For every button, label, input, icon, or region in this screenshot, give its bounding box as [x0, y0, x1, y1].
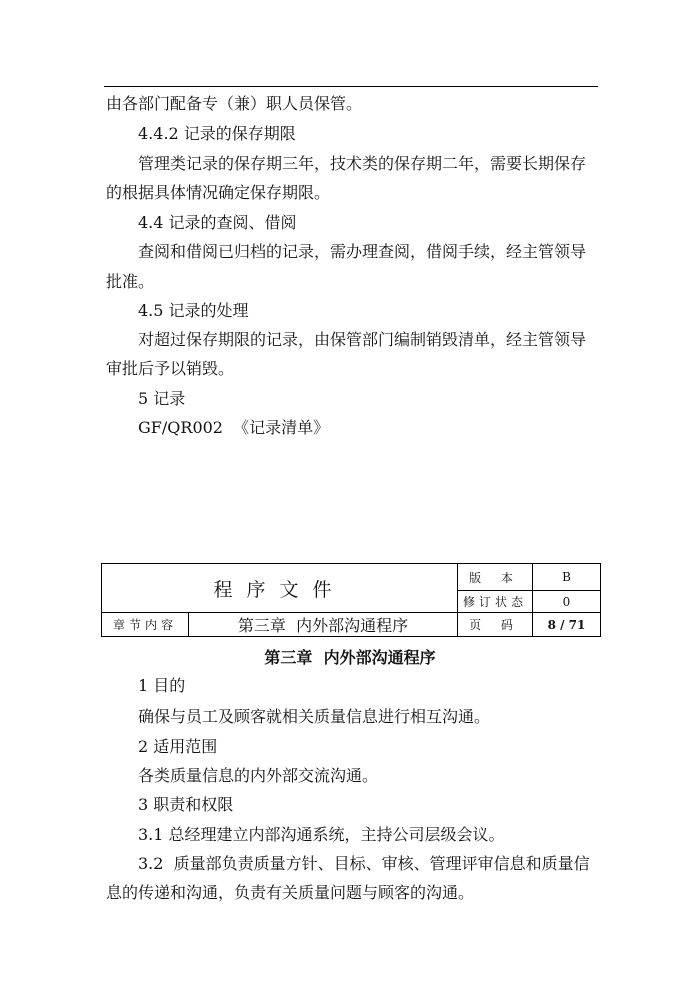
page-number: 8 / 71 [533, 613, 601, 637]
page-label: 页 码 [458, 613, 533, 637]
paragraph-line: 审批后予以销毁。 [106, 359, 235, 378]
record-reference: GF/QR002 《记录清单》 [138, 418, 330, 437]
paragraph-line: 的根据具体情况确定保存期限。 [106, 183, 331, 202]
paragraph-line: 3.2 质量部负责质量方针、目标、审核、管理评审信息和质量信 [138, 854, 590, 873]
section-heading: 5 记录 [138, 389, 186, 408]
section-value: 第三章 内外部沟通程序 [189, 613, 458, 637]
section-heading: 1 目的 [138, 676, 186, 695]
version-label: 版 本 [458, 564, 533, 591]
section-heading: 4.4 记录的查阅、借阅 [138, 213, 297, 232]
version-value: B [533, 564, 601, 591]
document-header-table [101, 563, 601, 637]
paragraph-line: 管理类记录的保存期三年，技术类的保存期二年，需要长期保存 [138, 154, 587, 173]
revision-value: 0 [533, 591, 601, 613]
paragraph-line: 确保与员工及顾客就相关质量信息进行相互沟通。 [138, 707, 491, 726]
paragraph-line: 由各部门配备专（兼）职人员保管。 [106, 94, 363, 113]
section-heading: 4.4.2 记录的保存期限 [138, 124, 296, 143]
doc-type-cell: 程序文件 [102, 564, 458, 613]
paragraph-line: 3.1 总经理建立内部沟通系统，主持公司层级会议。 [138, 825, 505, 844]
section-label: 章节内容 [102, 613, 189, 637]
chapter-title: 第三章 内外部沟通程序 [264, 648, 436, 667]
top-rule [104, 86, 598, 87]
section-heading: 3 职责和权限 [138, 795, 234, 814]
paragraph-line: 对超过保存期限的记录，由保管部门编制销毁清单，经主管领导 [138, 330, 587, 349]
paragraph-line: 查阅和借阅已归档的记录，需办理查阅，借阅手续，经主管领导 [138, 242, 587, 261]
paragraph-line: 息的传递和沟通，负责有关质量问题与顾客的沟通。 [106, 883, 475, 902]
paragraph-line: 各类质量信息的内外部交流沟通。 [138, 766, 379, 785]
section-heading: 4.5 记录的处理 [138, 301, 249, 320]
revision-label: 修订状态 [458, 591, 533, 613]
paragraph-line: 批准。 [106, 272, 155, 291]
section-heading: 2 适用范围 [138, 737, 218, 756]
